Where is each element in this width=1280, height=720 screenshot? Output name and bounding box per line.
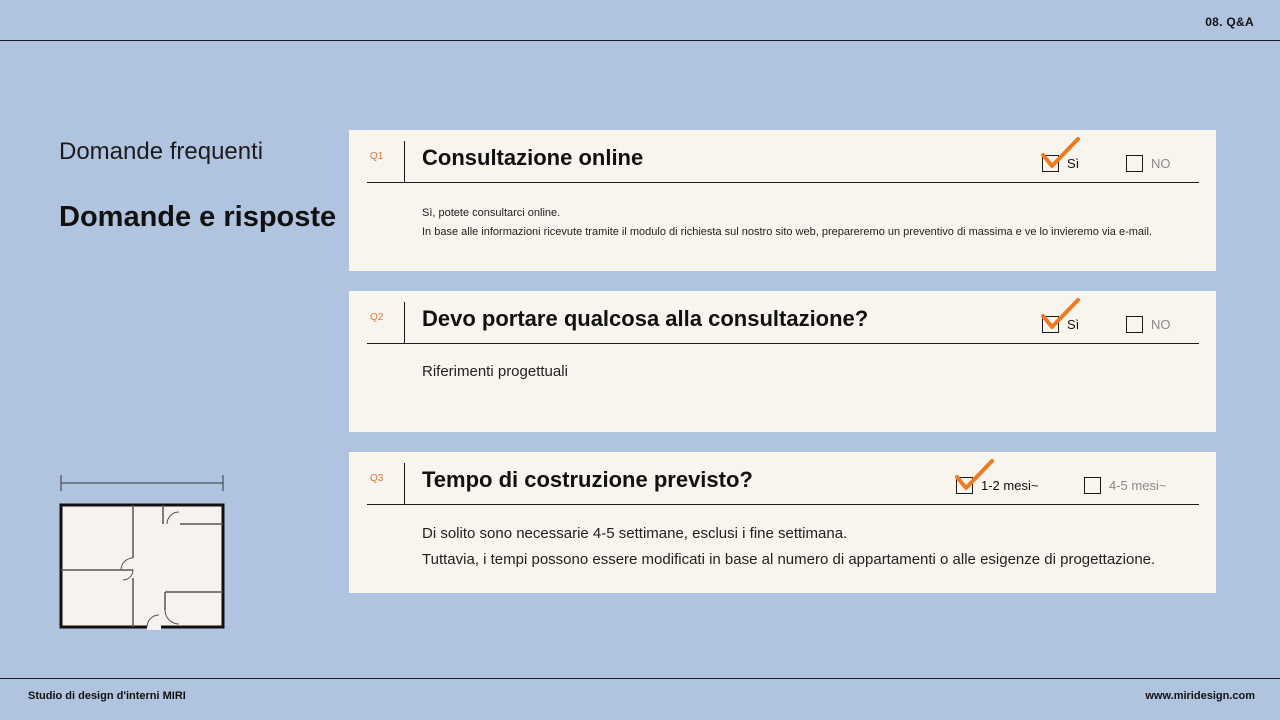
- checkbox-box[interactable]: [1084, 477, 1101, 494]
- page-title: Domande e risposte: [59, 201, 337, 233]
- faq-card-q2: [349, 291, 1216, 432]
- checkmark-icon: [954, 455, 996, 495]
- option-1-2-months-checkbox[interactable]: [956, 475, 1038, 495]
- checkbox-box[interactable]: [1126, 155, 1143, 172]
- question-title: Devo portare qualcosa alla consultazione?: [422, 306, 869, 331]
- checkmark-icon: [1040, 294, 1082, 334]
- question-number: Q3: [370, 473, 384, 484]
- question-number: Q1: [370, 151, 384, 162]
- floor-plan-illustration: [55, 470, 230, 632]
- horizontal-divider: [367, 343, 1199, 344]
- checkbox-box[interactable]: [1126, 316, 1143, 333]
- answer-text: [422, 521, 1155, 573]
- answer-text: [422, 204, 1152, 242]
- vertical-divider: [404, 463, 405, 504]
- question-title: Consultazione online: [422, 145, 644, 170]
- header-divider: [0, 40, 1280, 41]
- option-label: NO: [1151, 316, 1171, 332]
- option-no-checkbox[interactable]: [1126, 314, 1171, 334]
- checkmark-icon: [1040, 133, 1082, 173]
- answer-line: In base alle informazioni ricevute tramite il modulo di richiesta sul nostro sito web, prepareremo un preventivo di massima e ve lo invieremo via e-mail.: [422, 226, 1152, 238]
- answer-line: Di solito sono necessarie 4-5 settimane, esclusi i fine settimana.: [422, 525, 848, 542]
- answer-line: Tuttavia, i tempi possono essere modificati in base al numero di appartamenti o alle esigenze di progettazione.: [422, 551, 1156, 568]
- horizontal-divider: [367, 504, 1199, 505]
- footer-divider: [0, 678, 1280, 679]
- option-label: Sì: [1067, 316, 1080, 332]
- option-4-5-months-checkbox[interactable]: [1084, 475, 1166, 495]
- question-title: Tempo di costruzione previsto?: [422, 467, 753, 492]
- faq-card-q1: [349, 130, 1216, 271]
- option-label: NO: [1151, 155, 1171, 171]
- option-label: Sì: [1067, 155, 1080, 171]
- vertical-divider: [404, 141, 405, 182]
- horizontal-divider: [367, 182, 1199, 183]
- website-link[interactable]: www.miridesign.com: [1145, 690, 1255, 702]
- answer-line: Riferimenti progettuali: [422, 363, 568, 380]
- answer-text: [422, 359, 568, 385]
- question-number: Q2: [370, 312, 384, 323]
- option-no-checkbox[interactable]: [1126, 153, 1171, 173]
- option-label: 4-5 mesi~: [1109, 477, 1167, 493]
- option-label: 1-2 mesi~: [981, 477, 1039, 493]
- vertical-divider: [404, 302, 405, 343]
- studio-name: Studio di design d'interni MIRI: [28, 690, 186, 702]
- option-yes-checkbox[interactable]: [1042, 153, 1079, 173]
- answer-line: Sì, potete consultarci online.: [422, 207, 561, 219]
- page-subtitle: Domande frequenti: [59, 138, 264, 165]
- option-yes-checkbox[interactable]: [1042, 314, 1079, 334]
- faq-card-q3: [349, 452, 1216, 593]
- section-label: 08. Q&A: [1205, 15, 1254, 29]
